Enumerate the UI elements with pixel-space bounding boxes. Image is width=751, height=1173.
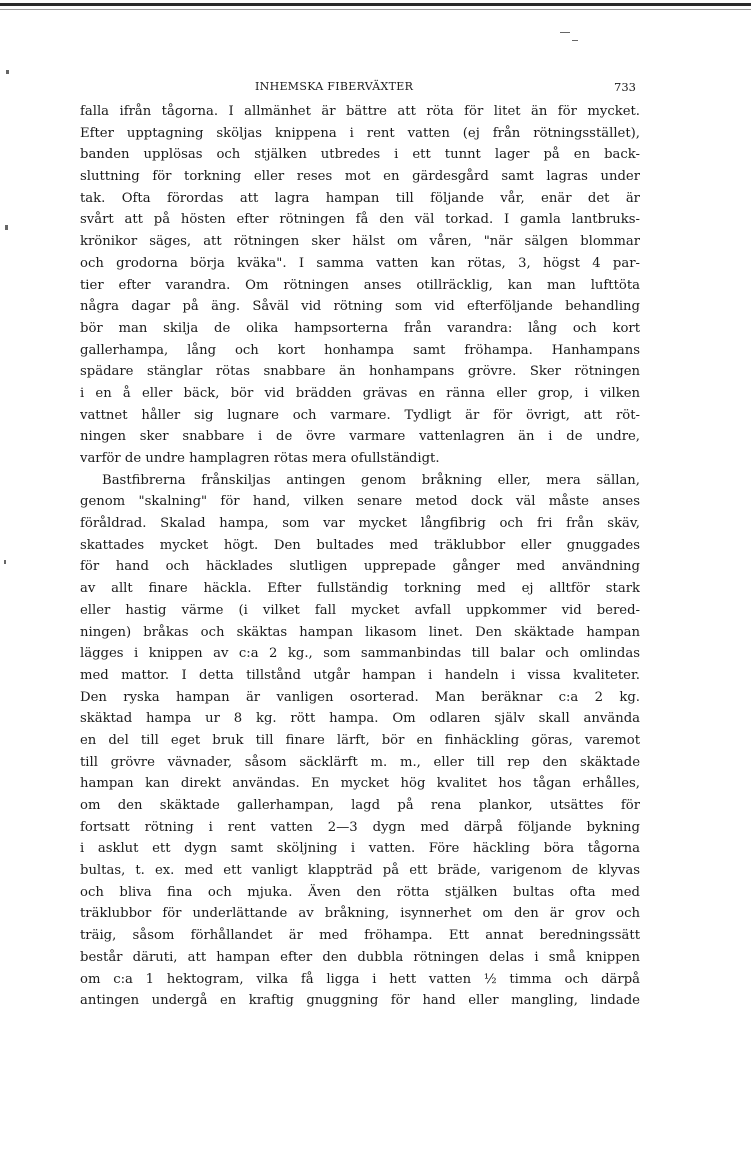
scan-speck	[572, 40, 578, 41]
body-text	[80, 101, 640, 1012]
text-line: och bliva fina och mjuka. Även den rötta stjälken bultas ofta med	[80, 884, 640, 900]
text-line: krönikor säges, att rötningen sker hälst om våren, "när sälgen blommar	[80, 234, 640, 250]
text-line: bultas, t. ex. med ett vanligt klappträd på ett bräde, varigenom de klyvas	[80, 863, 640, 879]
margin-mark	[4, 560, 6, 564]
text-line: ningen sker snabbare i de övre varmare vattenlagren än i de undre,	[80, 429, 640, 445]
scan-speck	[560, 32, 570, 33]
text-line: fortsatt rötning i rent vatten 2—3 dygn med därpå följande bykning	[80, 819, 640, 835]
text-line: om den skäktade gallerhampan, lagd på rena plankor, utsättes för	[80, 798, 640, 813]
text-line: varför de undre hamplagren rötas mera ofullständigt.	[80, 451, 440, 466]
text-line: hampan kan direkt användas. En mycket hög kvalitet hos tågan erhålles,	[80, 776, 640, 792]
text-line: för hand och häcklades slutligen upprepade gånger med användning	[80, 559, 640, 575]
text-line: Den ryska hampan är vanligen osorterad. Man beräknar c:a 2 kg.	[80, 689, 640, 705]
text-line: tak. Ofta förordas att lagra hampan till följande vår, enär det är	[80, 190, 640, 206]
margin-mark	[5, 225, 8, 230]
text-line: i asklut ett dygn samt sköljning i vatten. Före häckling böra tågorna	[80, 841, 640, 857]
text-line: med mattor. I detta tillstånd utgår hampan i handeln i vissa kvaliteter.	[80, 667, 640, 683]
running-head: INHEMSKA FIBERVÄXTER	[255, 80, 414, 93]
text-line: bör man skilja de olika hampsorterna från varandra: lång och kort	[80, 320, 640, 336]
text-line: av allt finare häckla. Efter fullständig torkning med ej alltför stark	[80, 581, 640, 597]
margin-mark	[6, 70, 9, 74]
paragraph-1	[80, 101, 640, 470]
text-line: vattnet håller sig lugnare och varmare. Tydligt är för övrigt, att röt-	[80, 407, 640, 423]
text-line: i en å eller bäck, bör vid brädden grävas en ränna eller grop, i vilken	[80, 385, 640, 401]
text-line: skattades mycket högt. Den bultades med träklubbor eller gnuggades	[80, 537, 640, 553]
text-line: föråldrad. Skalad hampa, som var mycket långfibrig och fri från skäv,	[80, 516, 640, 532]
text-line: en del till eget bruk till finare lärft, bör en finhäckling göras, varemot	[80, 732, 640, 748]
paragraph-2	[80, 470, 640, 1012]
page-number: 733	[614, 80, 636, 94]
text-line: några dagar på äng. Såväl vid rötning som vid efterföljande behandling	[80, 299, 640, 315]
text-line: banden upplösas och stjälken utbredes i ett tunnt lager på en back-	[80, 147, 640, 163]
text-line: träklubbor för underlättande av bråkning, isynnerhet om den är grov och	[80, 906, 640, 922]
text-line: sluttning för torkning eller reses mot en gärdesgård samt lagras under	[80, 169, 640, 185]
text-line: gallerhampa, lång och kort honhampa samt fröhampa. Hanhampans	[80, 342, 640, 358]
text-line: och grodorna börja kväka". I samma vatten kan rötas, 3, högst 4 par-	[80, 255, 640, 271]
text-line: Bastfibrerna frånskiljas antingen genom bråkning eller, mera sällan,	[102, 472, 640, 488]
text-line: träig, såsom förhållandet är med fröhampa. Ett annat beredningssätt	[80, 928, 640, 944]
text-line: tier efter varandra. Om rötningen anses otillräcklig, kan man lufttöta	[80, 277, 640, 293]
text-line: består däruti, att hampan efter den dubbla rötningen delas i små knippen	[80, 949, 640, 965]
text-line: skäktad hampa ur 8 kg. rött hampa. Om odlaren själv skall använda	[80, 711, 640, 727]
text-line: om c:a 1 hektogram, vilka få ligga i hett vatten ½ timma och därpå	[80, 971, 640, 987]
text-line: antingen undergå en kraftig gnuggning för hand eller mangling, lindade	[80, 993, 640, 1009]
text-line: ningen) bråkas och skäktas hampan likasom linet. Den skäktade hampan	[80, 624, 640, 640]
top-edge-rule	[0, 3, 751, 6]
text-line: Efter upptagning sköljas knippena i rent vatten (ej från rötningsstället),	[80, 125, 640, 141]
text-line: genom "skalning" för hand, vilken senare metod dock väl måste anses	[80, 494, 640, 510]
page-header	[0, 79, 751, 95]
text-line: svårt att på hösten efter rötningen få den väl torkad. I gamla lantbruks-	[80, 212, 640, 228]
text-line: till grövre vävnader, såsom säcklärft m. m., eller till rep den skäktade	[80, 754, 640, 770]
text-line: spädare stänglar rötas snabbare än honhampans grövre. Sker rötningen	[80, 364, 640, 380]
text-line: falla ifrån tågorna. I allmänhet är bättre att röta för litet än för mycket.	[80, 104, 640, 119]
text-line: lägges i knippen av c:a 2 kg., som sammanbindas till balar och omlindas	[80, 646, 640, 662]
top-edge-rule-thin	[0, 9, 751, 10]
text-line: eller hastig värme (i vilket fall mycket avfall uppkommer vid bered-	[80, 602, 640, 618]
